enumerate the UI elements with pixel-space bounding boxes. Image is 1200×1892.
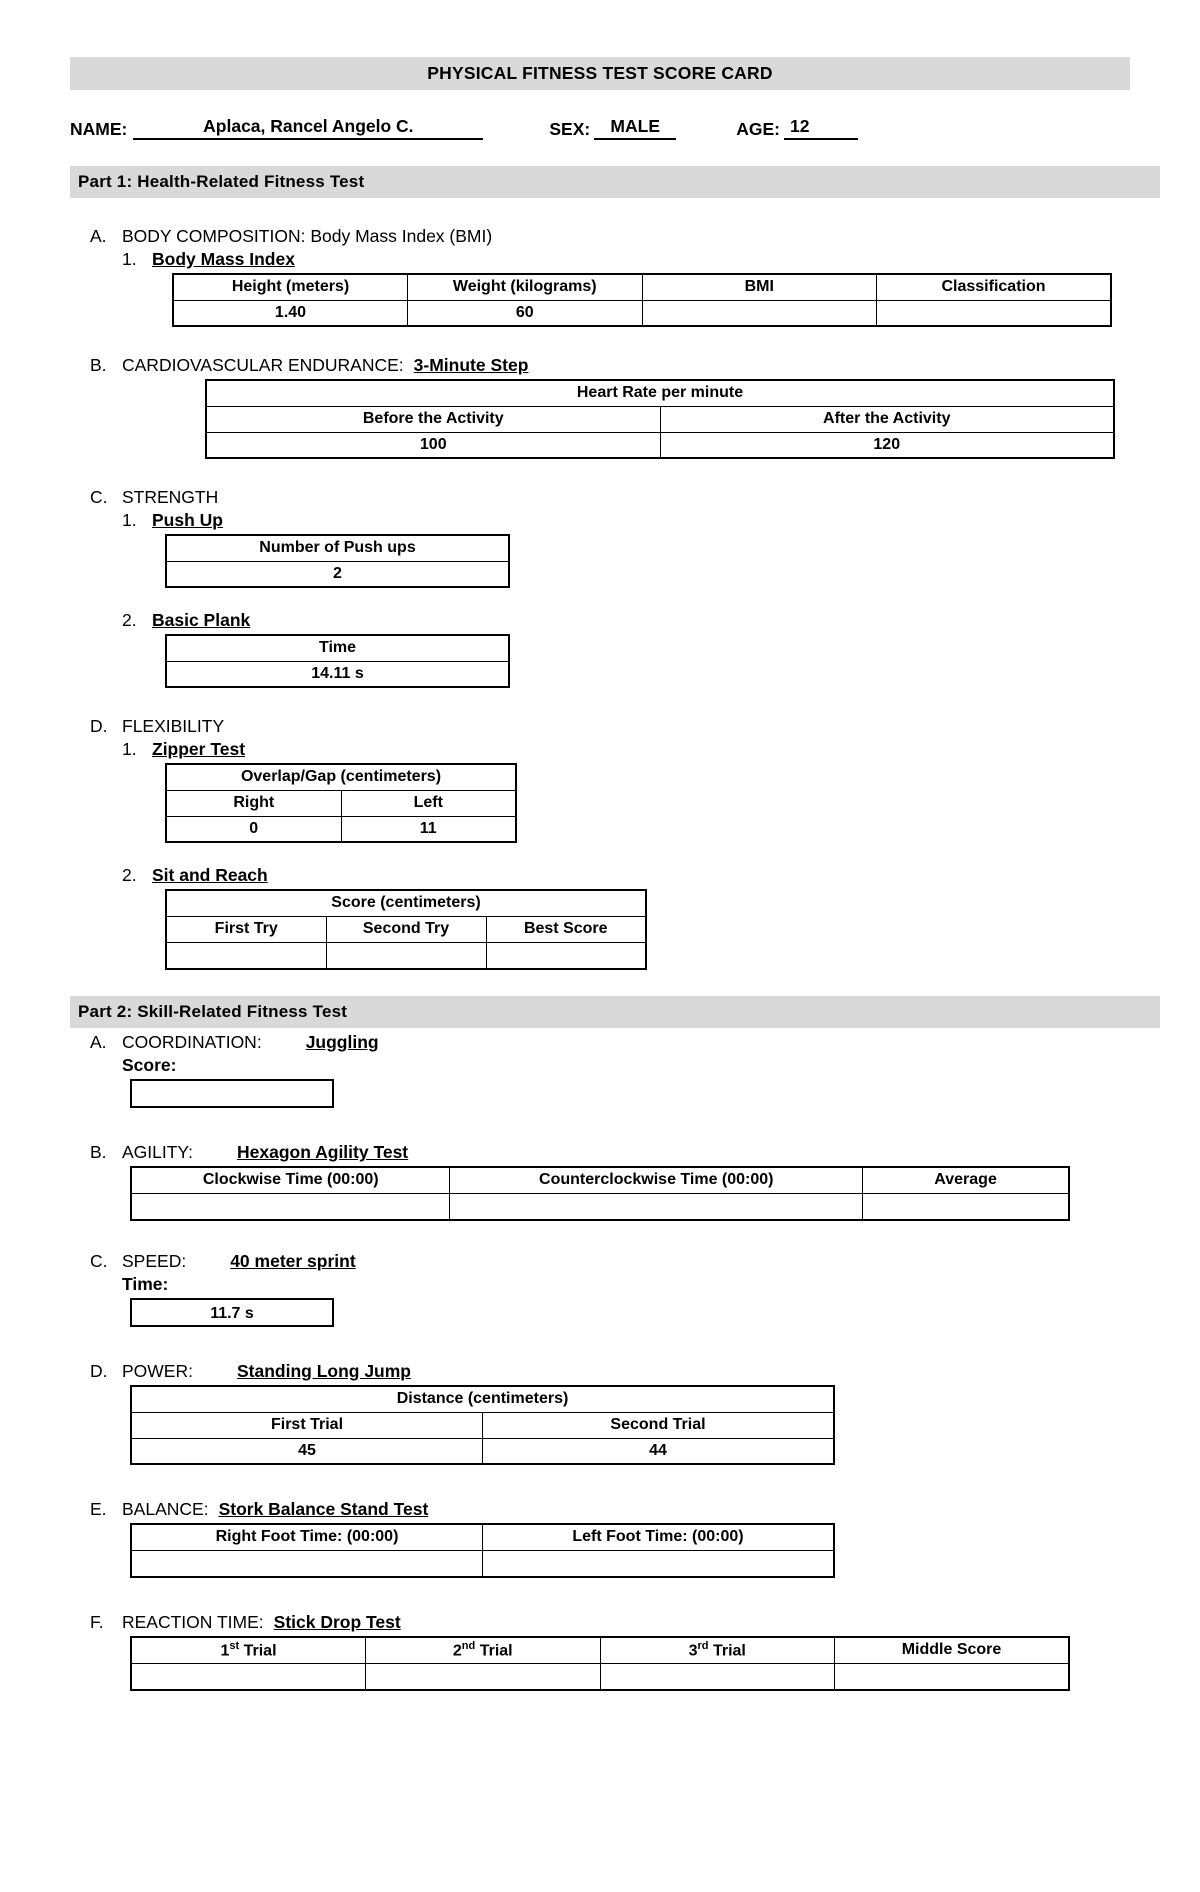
heart-rate-title: Heart Rate per minute xyxy=(206,380,1114,406)
hexagon-agility-table xyxy=(130,1166,1070,1221)
coordination-score-label: Score: xyxy=(122,1055,177,1075)
section-letter: E. xyxy=(90,1499,107,1519)
section-letter: B. xyxy=(90,355,107,375)
section-letter: F. xyxy=(90,1612,104,1632)
trial-ordinal-base: 2 xyxy=(452,1642,462,1660)
stickdrop-header-middle-score: Middle Score xyxy=(835,1637,1070,1663)
item-number: 1. xyxy=(122,739,137,759)
table-row xyxy=(131,1167,1069,1193)
table-row xyxy=(131,1386,834,1412)
table-row xyxy=(166,561,509,587)
section-cardiovascular-heading xyxy=(90,355,1200,376)
page-title: PHYSICAL FITNESS TEST SCORE CARD xyxy=(427,63,773,83)
score-card-page xyxy=(0,57,1200,1892)
bmi-header-bmi: BMI xyxy=(642,274,877,300)
sitreach-header-first: First Try xyxy=(166,916,326,942)
table-row xyxy=(166,790,516,816)
part1-title: Part 1: Health-Related Fitness Test xyxy=(78,172,365,191)
speed-time-box[interactable]: 11.7 s xyxy=(130,1298,334,1327)
item-push-up-heading xyxy=(122,510,1200,531)
section-title: COORDINATION: xyxy=(122,1032,262,1052)
section-test-name: Juggling xyxy=(305,1032,379,1052)
bmi-header-weight: Weight (kilograms) xyxy=(408,274,643,300)
item-number: 1. xyxy=(122,510,137,530)
section-power-heading xyxy=(90,1361,1200,1382)
sitreach-value-second[interactable] xyxy=(326,942,486,969)
bmi-value-classification[interactable] xyxy=(877,300,1112,326)
stork-value-left[interactable] xyxy=(483,1550,835,1577)
section-strength-heading xyxy=(90,487,1200,508)
section-balance-heading xyxy=(90,1499,1200,1520)
item-label: Basic Plank xyxy=(152,610,251,630)
item-body-mass-index-heading xyxy=(122,249,1200,270)
section-title: POWER: xyxy=(122,1361,193,1381)
basic-plank-table xyxy=(165,634,510,688)
bmi-value-weight[interactable]: 60 xyxy=(408,300,643,326)
section-test-name: 3-Minute Step xyxy=(413,355,529,375)
name-label: NAME: xyxy=(70,119,128,139)
part2-title: Part 2: Skill-Related Fitness Test xyxy=(78,1002,348,1021)
table-row xyxy=(131,1663,1069,1690)
name-field[interactable]: Aplaca, Rancel Angelo C. xyxy=(133,116,483,140)
stork-value-right[interactable] xyxy=(131,1550,483,1577)
item-number: 2. xyxy=(122,610,137,630)
zipper-header-left: Left xyxy=(341,790,516,816)
sitreach-header-best: Best Score xyxy=(486,916,646,942)
section-speed-heading xyxy=(90,1251,1200,1272)
trial-ordinal-sup: nd xyxy=(461,1640,476,1653)
section-letter: C. xyxy=(90,487,108,507)
hexagon-value-counterclockwise[interactable] xyxy=(450,1193,863,1220)
table-row xyxy=(166,942,646,969)
table-row xyxy=(206,380,1114,406)
section-letter: A. xyxy=(90,226,107,246)
section-letter: D. xyxy=(90,716,108,736)
table-row xyxy=(173,274,1111,300)
plank-value[interactable]: 14.11 s xyxy=(166,661,509,687)
section-title: CARDIOVASCULAR ENDURANCE: xyxy=(122,355,404,375)
item-sit-and-reach-heading xyxy=(122,865,1200,886)
speed-time-label: Time: xyxy=(122,1274,169,1294)
section-coordination-heading xyxy=(90,1032,1200,1053)
standing-long-jump-table xyxy=(130,1385,835,1465)
section-reaction-time-heading xyxy=(90,1612,1200,1633)
longjump-value-second[interactable]: 44 xyxy=(483,1438,835,1464)
sitreach-value-first[interactable] xyxy=(166,942,326,969)
longjump-title: Distance (centimeters) xyxy=(131,1386,834,1412)
hr-value-after[interactable]: 120 xyxy=(660,432,1114,458)
trial-ordinal-tail: Trial xyxy=(475,1642,513,1660)
section-title: BODY COMPOSITION: Body Mass Index (BMI) xyxy=(122,226,493,246)
heart-rate-table xyxy=(205,379,1115,459)
table-row xyxy=(206,406,1114,432)
stork-balance-table xyxy=(130,1523,835,1578)
age-field[interactable]: 12 xyxy=(784,116,858,140)
part2-banner xyxy=(70,996,1160,1028)
bmi-header-classification: Classification xyxy=(877,274,1112,300)
sex-field[interactable]: MALE xyxy=(594,116,676,140)
section-title: BALANCE: xyxy=(122,1499,209,1519)
bmi-value-bmi[interactable] xyxy=(642,300,877,326)
longjump-value-first[interactable]: 45 xyxy=(131,1438,483,1464)
item-label: Zipper Test xyxy=(152,739,246,759)
trial-ordinal-sup: rd xyxy=(697,1640,709,1653)
section-test-name: Stick Drop Test xyxy=(273,1612,401,1632)
table-row xyxy=(166,816,516,842)
hr-header-after: After the Activity xyxy=(660,406,1114,432)
item-basic-plank-heading xyxy=(122,610,1200,631)
table-row xyxy=(131,1412,834,1438)
item-number: 1. xyxy=(122,249,137,269)
section-body-composition-heading xyxy=(90,226,1200,247)
sex-label: SEX: xyxy=(549,119,591,139)
stick-drop-table xyxy=(130,1636,1070,1691)
document-title-banner xyxy=(70,57,1130,90)
sitreach-title: Score (centimeters) xyxy=(166,890,646,916)
stickdrop-header-trial3 xyxy=(600,1637,835,1663)
table-row xyxy=(131,1637,1069,1663)
stork-header-right: Right Foot Time: (00:00) xyxy=(131,1524,483,1550)
section-letter: D. xyxy=(90,1361,108,1381)
stickdrop-value-trial2[interactable] xyxy=(366,1663,601,1690)
table-row xyxy=(166,890,646,916)
trial-ordinal-tail: Trial xyxy=(239,1642,277,1660)
section-title: AGILITY: xyxy=(122,1142,193,1162)
item-label: Body Mass Index xyxy=(152,249,295,269)
section-test-name: Stork Balance Stand Test xyxy=(218,1499,429,1519)
item-label: Push Up xyxy=(152,510,223,530)
table-row xyxy=(131,1193,1069,1220)
table-row xyxy=(206,432,1114,458)
bmi-table xyxy=(172,273,1112,327)
pushup-header: Number of Push ups xyxy=(166,535,509,561)
stickdrop-header-trial2 xyxy=(366,1637,601,1663)
trial-ordinal-base: 1 xyxy=(220,1642,230,1660)
zipper-value-left[interactable]: 11 xyxy=(341,816,516,842)
section-flexibility-heading xyxy=(90,716,1200,737)
plank-header: Time xyxy=(166,635,509,661)
section-letter: B. xyxy=(90,1142,107,1162)
age-label: AGE: xyxy=(736,119,780,139)
item-zipper-test-heading xyxy=(122,739,1200,760)
stickdrop-value-middle[interactable] xyxy=(835,1663,1070,1690)
table-row xyxy=(131,1550,834,1577)
identity-row xyxy=(70,116,1130,140)
section-letter: C. xyxy=(90,1251,108,1271)
item-number: 2. xyxy=(122,865,137,885)
table-row xyxy=(173,300,1111,326)
section-title: REACTION TIME: xyxy=(122,1612,264,1632)
section-title: STRENGTH xyxy=(122,487,219,507)
coordination-score-box[interactable] xyxy=(130,1079,334,1108)
section-title: FLEXIBILITY xyxy=(122,716,225,736)
section-title: SPEED: xyxy=(122,1251,187,1271)
zipper-test-table xyxy=(165,763,517,843)
trial-ordinal-tail: Trial xyxy=(708,1642,746,1660)
pushup-value[interactable]: 2 xyxy=(166,561,509,587)
hr-header-before: Before the Activity xyxy=(206,406,660,432)
sit-and-reach-table xyxy=(165,889,647,970)
bmi-value-height[interactable]: 1.40 xyxy=(173,300,408,326)
part1-banner xyxy=(70,166,1160,198)
table-row xyxy=(166,635,509,661)
stickdrop-header-trial1 xyxy=(131,1637,366,1663)
zipper-header-right: Right xyxy=(166,790,341,816)
table-row xyxy=(166,916,646,942)
table-row xyxy=(166,535,509,561)
item-label: Sit and Reach xyxy=(152,865,268,885)
hexagon-value-clockwise[interactable] xyxy=(131,1193,450,1220)
bmi-header-height: Height (meters) xyxy=(173,274,408,300)
section-test-name: 40 meter sprint xyxy=(230,1251,356,1271)
longjump-header-first: First Trial xyxy=(131,1412,483,1438)
hr-value-before[interactable]: 100 xyxy=(206,432,660,458)
section-test-name: Hexagon Agility Test xyxy=(237,1142,409,1162)
stork-header-left: Left Foot Time: (00:00) xyxy=(483,1524,835,1550)
sitreach-header-second: Second Try xyxy=(326,916,486,942)
table-row xyxy=(166,661,509,687)
hexagon-header-average: Average xyxy=(863,1167,1069,1193)
hexagon-header-counterclockwise: Counterclockwise Time (00:00) xyxy=(450,1167,863,1193)
table-row xyxy=(166,764,516,790)
stickdrop-value-trial3[interactable] xyxy=(600,1663,835,1690)
stickdrop-value-trial1[interactable] xyxy=(131,1663,366,1690)
section-letter: A. xyxy=(90,1032,107,1052)
trial-ordinal-base: 3 xyxy=(688,1642,698,1660)
zipper-title: Overlap/Gap (centimeters) xyxy=(166,764,516,790)
hexagon-value-average[interactable] xyxy=(863,1193,1069,1220)
longjump-header-second: Second Trial xyxy=(483,1412,835,1438)
table-row xyxy=(131,1438,834,1464)
table-row xyxy=(131,1524,834,1550)
sitreach-value-best[interactable] xyxy=(486,942,646,969)
trial-ordinal-sup: st xyxy=(229,1640,240,1653)
push-up-table xyxy=(165,534,510,588)
hexagon-header-clockwise: Clockwise Time (00:00) xyxy=(131,1167,450,1193)
section-test-name: Standing Long Jump xyxy=(236,1361,411,1381)
section-agility-heading xyxy=(90,1142,1200,1163)
zipper-value-right[interactable]: 0 xyxy=(166,816,341,842)
